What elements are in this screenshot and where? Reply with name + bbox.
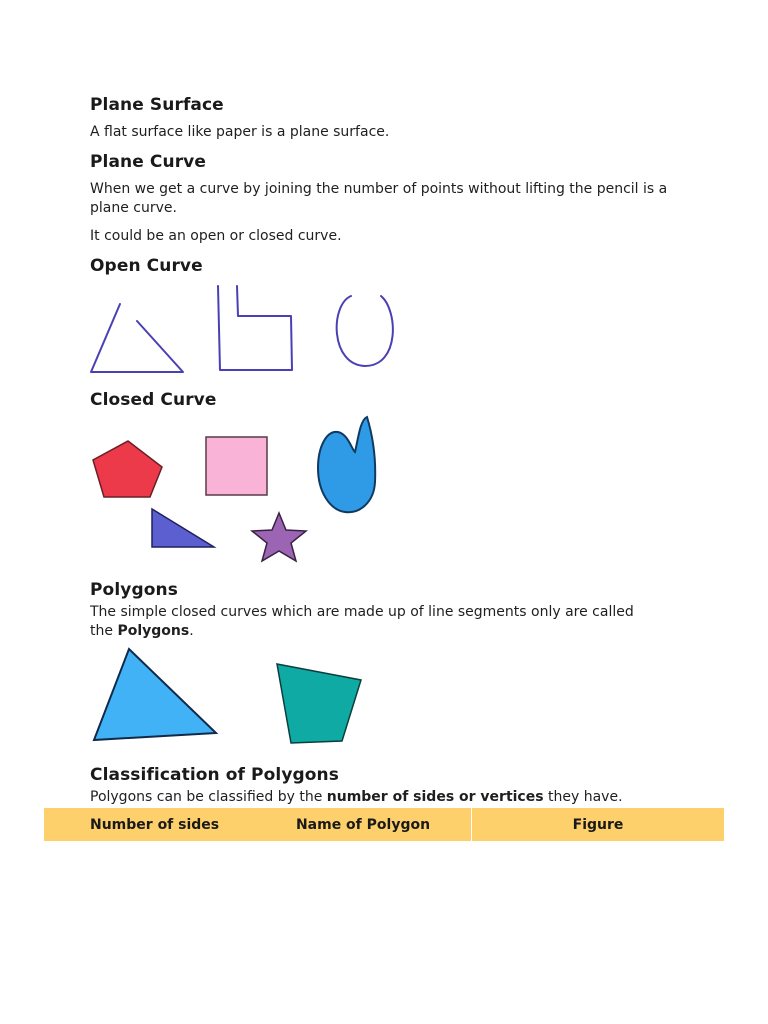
large-triangle-shape xyxy=(94,649,216,740)
polygons-text-bold: Polygons xyxy=(117,623,190,639)
heading-closed-curve: Closed Curve xyxy=(90,390,217,410)
table-header-name-of-polygon: Name of Polygon xyxy=(295,816,431,833)
heading-open-curve: Open Curve xyxy=(90,256,203,276)
plane-surface-text: A flat surface like paper is a plane surface. xyxy=(90,124,390,140)
classification-text-suffix: they have. xyxy=(543,789,623,805)
table-header-figure: Figure xyxy=(471,808,724,841)
polygons-text-prefix: The simple closed curves which are made up of line segments only are called the xyxy=(90,604,634,639)
polygons-text-suffix: . xyxy=(189,623,194,639)
plane-curve-text: When we get a curve by joining the number of points without lifting the pencil is a plane curve. xyxy=(90,181,668,216)
classification-text-bold: number of sides or vertices xyxy=(326,789,544,805)
quadrilateral-shape xyxy=(277,664,361,743)
heading-polygons: Polygons xyxy=(90,580,178,600)
heading-plane-surface: Plane Surface xyxy=(90,95,224,115)
classification-text xyxy=(90,788,710,807)
table-header-number-of-sides: Number of sides xyxy=(90,816,220,833)
polygon-classification-table-header xyxy=(44,808,724,841)
heading-classification-of-polygons: Classification of Polygons xyxy=(90,765,339,785)
classification-text-prefix: Polygons can be classified by the xyxy=(90,789,327,805)
plane-curve-open-closed-text: It could be an open or closed curve. xyxy=(90,228,342,244)
heading-plane-curve: Plane Curve xyxy=(90,152,206,172)
